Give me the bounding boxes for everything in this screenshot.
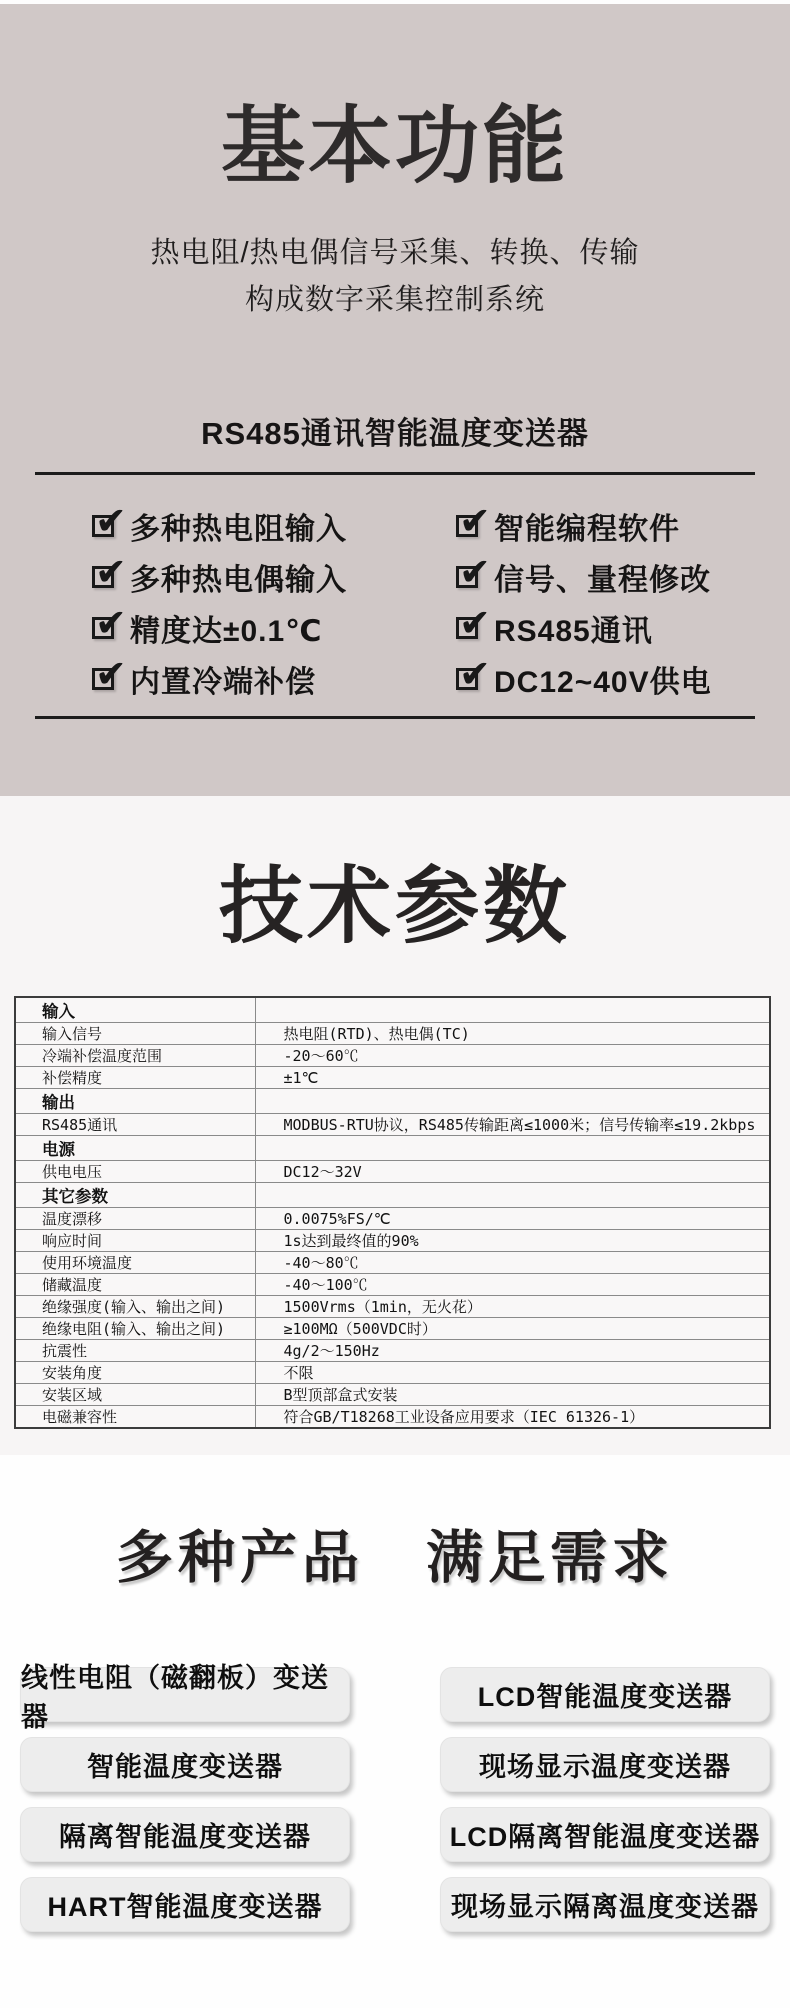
- spec-table-row: [15, 1340, 770, 1362]
- spec-table-row: [15, 1136, 770, 1161]
- divider-line: [35, 472, 755, 475]
- feature-item: [92, 664, 456, 699]
- spec-value-cell: -20～60℃: [255, 1045, 770, 1067]
- feature-item: [456, 613, 712, 648]
- spec-value-cell: [255, 1136, 770, 1161]
- spec-table-row: [15, 1183, 770, 1208]
- spec-value-cell: 0.0075%FS/℃: [255, 1208, 770, 1230]
- spec-table-row: [15, 1406, 770, 1429]
- description-line-2: 构成数字采集控制系统: [244, 284, 545, 316]
- spec-value-cell: ≥100MΩ（500VDC时）: [255, 1318, 770, 1340]
- checked-checkbox-icon: [456, 566, 478, 588]
- spec-table-row: [15, 1362, 770, 1384]
- spec-table-row: [15, 1274, 770, 1296]
- product-variant-button[interactable]: 线性电阻（磁翻板）变送器: [20, 1667, 350, 1722]
- spec-label-cell: 电磁兼容性: [15, 1406, 255, 1429]
- spec-label-cell: 储藏温度: [15, 1274, 255, 1296]
- spec-label-cell: 输出: [15, 1089, 255, 1114]
- feature-column-left: [92, 511, 456, 699]
- feature-item: [456, 511, 712, 546]
- description-line-1: 热电阻/热电偶信号采集、转换、传输: [150, 237, 640, 269]
- feature-item: [92, 562, 456, 597]
- spec-value-cell: 4g/2～150Hz: [255, 1340, 770, 1362]
- technical-parameters-title: 技术参数: [218, 859, 571, 953]
- spec-label-cell: 冷端补偿温度范围: [15, 1045, 255, 1067]
- spec-label-cell: 抗震性: [15, 1340, 255, 1362]
- spec-value-cell: [255, 997, 770, 1023]
- checked-checkbox-icon: [456, 515, 478, 537]
- spec-label-cell: 温度漂移: [15, 1208, 255, 1230]
- basic-functions-title: 基本功能: [220, 99, 569, 193]
- feature-item: [92, 613, 456, 648]
- spec-table-row: [15, 1161, 770, 1183]
- product-variant-button[interactable]: 隔离智能温度变送器: [20, 1807, 350, 1862]
- spec-label-cell: 安装角度: [15, 1362, 255, 1384]
- spec-label-cell: 输入: [15, 997, 255, 1023]
- checked-checkbox-icon: [92, 617, 114, 639]
- spec-table-row: [15, 1230, 770, 1252]
- feature-item: [92, 511, 456, 546]
- spec-value-cell: 1500Vrms（1min，无火花）: [255, 1296, 770, 1318]
- spec-label-cell: 使用环境温度: [15, 1252, 255, 1274]
- spec-label-cell: 安装区域: [15, 1384, 255, 1406]
- spec-value-cell: [255, 1183, 770, 1208]
- spec-table-row: [15, 1067, 770, 1089]
- spec-table: [14, 996, 771, 1429]
- feature-item: [456, 562, 712, 597]
- spec-table-row: [15, 1114, 770, 1136]
- spec-label-cell: 补偿精度: [15, 1067, 255, 1089]
- feature-label: 精度达±0.1℃: [130, 615, 323, 648]
- spec-label-cell: 绝缘强度(输入、输出之间): [15, 1296, 255, 1318]
- feature-label: DC12~40V供电: [494, 666, 712, 699]
- spec-label-cell: 电源: [15, 1136, 255, 1161]
- spec-label-cell: RS485通讯: [15, 1114, 255, 1136]
- spec-table-row: [15, 997, 770, 1023]
- section-technical-parameters: [0, 796, 790, 1455]
- checked-checkbox-icon: [456, 668, 478, 690]
- spec-table-row: [15, 1089, 770, 1114]
- spec-label-cell: 绝缘电阻(输入、输出之间): [15, 1318, 255, 1340]
- feature-label: 内置冷端补偿: [130, 666, 316, 699]
- feature-label: 多种热电偶输入: [130, 564, 347, 597]
- product-variants-title-left: 多种产品: [116, 1526, 364, 1590]
- spec-table-row: [15, 1384, 770, 1406]
- spec-table-row: [15, 1045, 770, 1067]
- section-product-variants: [0, 1455, 790, 2008]
- product-button-grid: [0, 1662, 790, 1932]
- spec-value-cell: 1s达到最终值的90%: [255, 1230, 770, 1252]
- product-variant-button[interactable]: 现场显示隔离温度变送器: [440, 1877, 770, 1932]
- product-variants-title-right: 满足需求: [426, 1526, 674, 1590]
- product-variants-title: [0, 1455, 790, 1589]
- spec-label-cell: 供电电压: [15, 1161, 255, 1183]
- feature-label: 多种热电阻输入: [130, 513, 347, 546]
- section-basic-functions: [0, 4, 790, 796]
- feature-label: 信号、量程修改: [494, 564, 711, 597]
- spec-table-row: [15, 1023, 770, 1045]
- checked-checkbox-icon: [92, 515, 114, 537]
- spec-label-cell: 输入信号: [15, 1023, 255, 1045]
- product-variant-button[interactable]: HART智能温度变送器: [20, 1877, 350, 1932]
- spec-table-row: [15, 1318, 770, 1340]
- product-variant-button[interactable]: 现场显示温度变送器: [440, 1737, 770, 1792]
- spec-value-cell: 符合GB/T18268工业设备应用要求（IEC 61326-1）: [255, 1406, 770, 1429]
- spec-value-cell: -40～80℃: [255, 1252, 770, 1274]
- feature-checklist: [0, 511, 790, 699]
- spec-value-cell: 不限: [255, 1362, 770, 1384]
- checked-checkbox-icon: [92, 566, 114, 588]
- spec-value-cell: B型顶部盒式安装: [255, 1384, 770, 1406]
- product-subtitle: RS485通讯智能温度变送器: [201, 416, 589, 451]
- spec-table-row: [15, 1296, 770, 1318]
- spec-value-cell: MODBUS-RTU协议，RS485传输距离≤1000米；信号传输率≤19.2kbps: [255, 1114, 770, 1136]
- spec-value-cell: -40～100℃: [255, 1274, 770, 1296]
- spec-value-cell: 热电阻(RTD)、热电偶(TC): [255, 1023, 770, 1045]
- product-variant-button[interactable]: LCD智能温度变送器: [440, 1667, 770, 1722]
- feature-column-right: [456, 511, 712, 699]
- spec-table-row: [15, 1208, 770, 1230]
- product-variant-button[interactable]: 智能温度变送器: [20, 1737, 350, 1792]
- checked-checkbox-icon: [92, 668, 114, 690]
- spec-label-cell: 响应时间: [15, 1230, 255, 1252]
- checked-checkbox-icon: [456, 617, 478, 639]
- divider-line: [35, 716, 755, 719]
- basic-functions-description: [0, 230, 790, 324]
- spec-value-cell: ±1℃: [255, 1067, 770, 1089]
- feature-label: RS485通讯: [494, 615, 653, 648]
- spec-table-row: [15, 1252, 770, 1274]
- spec-value-cell: [255, 1089, 770, 1114]
- product-variant-button[interactable]: LCD隔离智能温度变送器: [440, 1807, 770, 1862]
- spec-value-cell: DC12～32V: [255, 1161, 770, 1183]
- spec-label-cell: 其它参数: [15, 1183, 255, 1208]
- feature-item: [456, 664, 712, 699]
- feature-label: 智能编程软件: [494, 513, 680, 546]
